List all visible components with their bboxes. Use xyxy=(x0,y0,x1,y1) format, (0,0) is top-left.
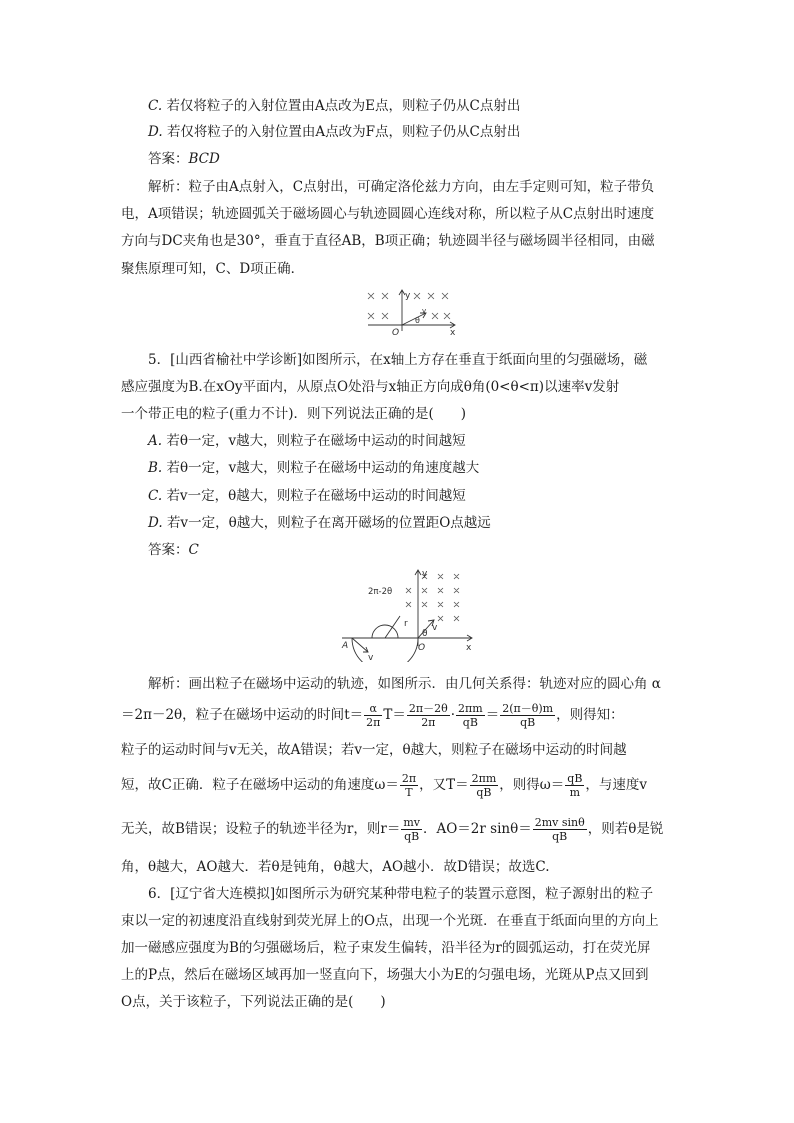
option-letter: A. xyxy=(148,433,163,449)
denominator: m xyxy=(569,786,581,799)
dot-operator: · xyxy=(450,707,456,723)
option-text: 若v一定，θ越大，则粒子在离开磁场的位置距O点越远 xyxy=(166,515,491,531)
figure-magnetic-field-small xyxy=(362,287,462,337)
velocity-label-o: v xyxy=(432,623,438,633)
fraction xyxy=(565,772,584,799)
denominator: T xyxy=(405,786,413,799)
q5-stem-line: 感应强度为B.在xOy平面内，从原点O处沿与x轴正方向成θ角(0<θ<π)以速率v发射 xyxy=(121,379,620,395)
q6-stem-line: 6．[辽宁省大连模拟]如图所示为研究某种带电粒子的装置示意图，粒子源射出的粒子 xyxy=(148,886,654,902)
q5-analysis-line-5 xyxy=(121,814,663,844)
q6-stem-line: O点，关于该粒子，下列说法正确的是( ) xyxy=(121,994,386,1010)
q5-analysis-line-1 xyxy=(148,675,661,693)
velocity-label: v xyxy=(422,307,427,315)
option-text: 若θ一定，v越大，则粒子在磁场中运动的时间越短 xyxy=(166,433,466,449)
option-text: 若v一定，θ越大，则粒子在磁场中运动的时间越短 xyxy=(166,488,466,504)
numerator: 2(π－θ)m xyxy=(502,702,554,715)
q5-option-d xyxy=(148,514,491,532)
equation-text: ＝ xyxy=(485,707,500,723)
denominator: qB xyxy=(462,716,478,729)
fraction xyxy=(407,702,450,729)
fraction xyxy=(533,816,587,843)
analysis-text: ，则得 xyxy=(499,777,540,793)
analysis-text: ．AO＝2r sinθ＝ xyxy=(422,821,532,837)
q5-analysis-line-4 xyxy=(121,770,647,800)
q6-stem-line: 加一磁感应强度为B的匀强磁场后，粒子束发生偏转，沿半径为r的圆弧运动，打在荧光屏 xyxy=(121,940,651,956)
theta-label: θ xyxy=(415,316,420,325)
origin-label: O xyxy=(418,643,426,653)
q4-analysis-line: 解析：粒子由A点射入，C点射出，可确定洛伦兹力方向，由左手定则可知，粒子带负 xyxy=(148,179,655,195)
q5-option-b xyxy=(148,459,479,477)
fraction xyxy=(364,702,382,729)
q5-option-c xyxy=(148,487,466,505)
answer-label: 答案： xyxy=(148,151,189,167)
option-letter: C. xyxy=(148,98,163,114)
q4-option-d xyxy=(148,123,520,141)
q4-answer xyxy=(148,150,220,168)
origin-label: O xyxy=(392,328,400,337)
option-letter: B. xyxy=(148,460,163,476)
answer-label: 答案： xyxy=(148,542,189,558)
q4-analysis-line: 电，A项错误；轨迹圆弧关于磁场圆心与轨迹圆圆心连线对称，所以粒子从C点射出时速度 xyxy=(121,206,655,222)
numerator: mv xyxy=(403,816,420,829)
figure-particle-trajectory xyxy=(338,566,478,662)
q5-analysis-line-3: 粒子的运动时间与v无关，故A错误；若v一定，θ越大，则粒子在磁场中运动的时间越 xyxy=(121,742,627,758)
numerator: qB xyxy=(567,772,583,785)
analysis-text: ＝2π－2θ，粒子在磁场中运动的时间 xyxy=(121,707,345,723)
fraction xyxy=(456,702,485,729)
radius-label: r xyxy=(404,619,408,629)
q4-option-c xyxy=(148,97,520,115)
axis-y-label: y xyxy=(405,291,411,301)
equation-text: T＝ xyxy=(383,707,406,723)
alpha-symbol: α xyxy=(651,676,661,692)
equation-text: ω＝ xyxy=(374,777,399,793)
numerator: 2πm xyxy=(471,772,497,785)
equation-text: t＝ xyxy=(344,707,364,723)
axis-x-label: x xyxy=(466,643,472,653)
velocity-label-a: v xyxy=(368,653,374,662)
fraction xyxy=(401,816,422,843)
fraction xyxy=(500,702,555,729)
option-letter: D. xyxy=(148,124,163,140)
q5-stem-line: 5．[山西省榆社中学诊断]如图所示，在x轴上方存在垂直于纸面向里的匀强磁场，磁 xyxy=(148,352,648,368)
theta-label: θ xyxy=(422,629,428,639)
axis-y-label: y xyxy=(422,569,428,579)
analysis-text: ，则得知： xyxy=(556,707,624,723)
analysis-text: 解析：画出粒子在磁场中运动的轨迹，如图所示．由几何关系得：轨迹对应的圆心角 xyxy=(148,676,648,692)
option-text: 若仅将粒子的入射位置由A点改为F点，则粒子仍从C点射出 xyxy=(166,124,521,140)
denominator: 2π xyxy=(366,716,381,729)
denominator: qB xyxy=(520,716,536,729)
analysis-text: ，与速度v xyxy=(585,777,648,793)
q5-analysis-line-2 xyxy=(121,700,624,730)
denominator: qB xyxy=(476,786,492,799)
point-a-label: A xyxy=(342,641,349,651)
q5-answer xyxy=(148,541,199,559)
axis-x-label: x xyxy=(450,328,456,337)
denominator: qB xyxy=(404,830,420,843)
numerator: α xyxy=(364,702,382,716)
answer-value: BCD xyxy=(188,151,220,167)
numerator: 2mv sinθ xyxy=(534,816,585,829)
answer-value: C xyxy=(188,542,199,558)
numerator: 2π xyxy=(401,772,417,785)
q5-analysis-line-6: 角，θ越大，AO越大．若θ是钝角，θ越大，AO越小．故D错误；故选C. xyxy=(121,859,550,875)
option-letter: D. xyxy=(148,515,163,531)
q5-option-a xyxy=(148,432,466,450)
q5-stem-line: 一个带正电的粒子(重力不计)．则下列说法正确的是( ) xyxy=(121,406,467,422)
q4-analysis-line: 方向与DC夹角也是30°，垂直于直径AB，B项正确；轨迹圆半径与磁场圆半径相同，由磁 xyxy=(121,233,655,249)
angle-label: 2π-2θ xyxy=(368,587,393,597)
q6-stem-line: 上的P点，然后在磁场区域再加一竖直向下，场强大小为E的匀强电场，光斑从P点又回到 xyxy=(121,967,649,983)
denominator: 2π xyxy=(421,716,436,729)
option-text: 若仅将粒子的入射位置由A点改为E点，则粒子仍从C点射出 xyxy=(166,98,521,114)
equation-text: ω＝ xyxy=(539,777,565,793)
analysis-text: 短，故C正确．粒子在磁场中运动的角速度 xyxy=(121,777,375,793)
numerator: 2π－2θ xyxy=(408,702,448,715)
option-letter: C. xyxy=(148,488,163,504)
q4-analysis-line: 聚焦原理可知，C、D项正确． xyxy=(121,261,305,277)
analysis-text: ，则若θ是锐 xyxy=(587,821,664,837)
analysis-text: ，又T＝ xyxy=(419,777,469,793)
numerator: 2πm xyxy=(458,702,483,715)
option-text: 若θ一定，v越大，则粒子在磁场中运动的角速度越大 xyxy=(166,460,480,476)
q6-stem-line: 束以一定的初速度沿直线射到荧光屏上的O点，出现一个光斑．在垂直于纸面向里的方向上 xyxy=(121,913,659,929)
analysis-text: 无关，故B错误；设粒子的轨迹半径为r，则r＝ xyxy=(121,821,401,837)
fraction xyxy=(470,772,499,799)
denominator: qB xyxy=(552,830,568,843)
fraction xyxy=(400,772,418,799)
